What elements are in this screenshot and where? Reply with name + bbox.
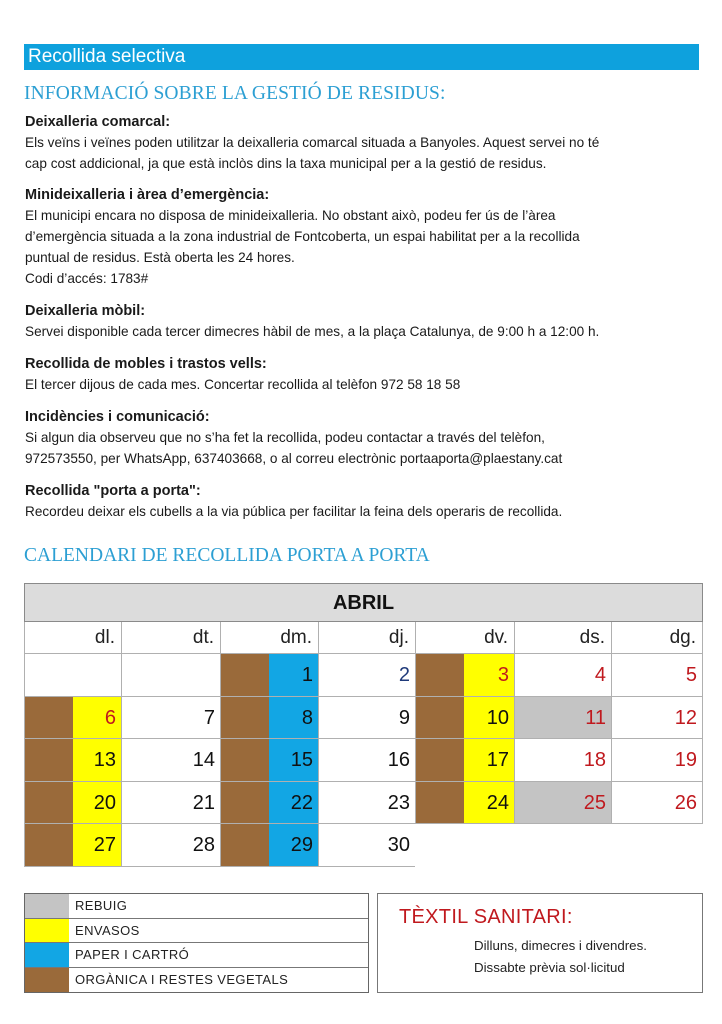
calendar-day: [318, 739, 415, 782]
calendar-day: [611, 654, 703, 697]
calendar-day: [415, 697, 514, 740]
calendar-day: [220, 782, 318, 825]
page-banner: Recollida selectiva: [24, 44, 699, 70]
organica-collection-marker: [416, 697, 464, 739]
legend-item-rebuig: [25, 894, 368, 919]
organica-collection-marker: [221, 654, 269, 696]
day-number: 4: [594, 664, 606, 686]
legend-label: REBUIG: [75, 898, 128, 913]
calendar-day: [24, 697, 121, 740]
organica-collection-marker: [25, 782, 73, 824]
textil-saturday: Dissabte prèvia sol·licitud: [474, 960, 625, 975]
organica-collection-marker: [221, 824, 269, 866]
calendar-day: [318, 697, 415, 740]
calendar-day: [121, 824, 220, 867]
organica-collection-marker: [416, 654, 464, 696]
day-number: 23: [387, 791, 410, 814]
section-incidencies: [25, 408, 705, 469]
legend-label: ORGÀNICA I RESTES VEGETALS: [75, 971, 289, 987]
textil-days: Dilluns, dimecres i divendres.: [474, 938, 647, 953]
section-title: Minideixalleria i àrea d’emergència:: [25, 187, 270, 203]
calendar-day: [220, 824, 318, 867]
calendar-day: [318, 824, 415, 867]
calendar-day: [318, 782, 415, 825]
calendar-day: [415, 739, 514, 782]
calendar-day: [121, 739, 220, 782]
day-number: 13: [93, 749, 116, 771]
textil-title: TÈXTIL SANITARI:: [399, 906, 573, 928]
day-number: 17: [486, 749, 509, 771]
section-line: cap cost addicional, ja que està inclòs dins la taxa municipal per a la gestió de residus.: [25, 156, 547, 171]
section-porta-a-porta: [25, 482, 705, 522]
section-line: El municipi encara no disposa de minideixalleria. No obstant això, podeu fer ús de l’àrea: [25, 208, 556, 223]
day-number: 3: [497, 664, 509, 686]
section-line: El tercer dijous de cada mes. Concertar recollida al telèfon 972 58 18 58: [25, 377, 461, 392]
section-title: Deixalleria mòbil:: [25, 303, 146, 319]
day-number: 24: [486, 791, 509, 814]
weekday-ds: ds.: [514, 622, 611, 654]
day-number: 22: [290, 791, 313, 814]
legend-item-organica: [25, 968, 368, 993]
weekday-dj: dj.: [318, 622, 415, 654]
day-number: 2: [398, 664, 410, 686]
calendar-day: [220, 739, 318, 782]
organica-collection-marker: [416, 782, 464, 824]
section-title: Incidències i comunicació:: [25, 409, 210, 425]
day-number: 8: [301, 706, 313, 729]
section-line: Servei disponible cada tercer dimecres hàbil de mes, a la plaça Catalunya, de 9:00 h a 12:00 h.: [25, 324, 600, 339]
section-line: Codi d’accés: 1783#: [25, 271, 149, 286]
organica-collection-marker: [25, 739, 73, 781]
day-number: 10: [486, 706, 509, 729]
calendar-empty-cell: [24, 654, 121, 697]
calendar-day: [121, 697, 220, 740]
calendar-day: [24, 782, 121, 825]
day-number: 29: [290, 834, 313, 856]
day-number: 7: [203, 706, 215, 729]
day-number: 28: [192, 834, 215, 856]
day-number: 20: [93, 791, 116, 814]
calendar-day: [318, 654, 415, 697]
day-number: 25: [583, 791, 606, 814]
section-line: d’emergència situada a la zona industrial de Fontcoberta, un espai habilitat per a la recollida: [25, 229, 580, 244]
info-heading: INFORMACIÓ SOBRE LA GESTIÓ DE RESIDUS:: [24, 83, 446, 104]
section-line: Si algun dia observeu que no s’ha fet la recollida, podeu contactar a través del telèfon,: [25, 430, 545, 445]
section-title: Recollida "porta a porta":: [25, 483, 201, 499]
day-number: 16: [387, 749, 410, 771]
day-number: 11: [585, 706, 606, 729]
organica-collection-marker: [416, 739, 464, 781]
calendar-day: [611, 739, 703, 782]
section-line: puntual de residus. Està oberta les 24 hores.: [25, 250, 295, 265]
calendar-day: [514, 654, 611, 697]
calendar-day: [611, 697, 703, 740]
calendar-day: [220, 654, 318, 697]
section-minideixalleria: [25, 186, 705, 289]
section-title: Deixalleria comarcal:: [25, 114, 171, 130]
calendar-day: [121, 782, 220, 825]
legend-swatch: [25, 894, 69, 918]
day-number: 5: [685, 664, 697, 686]
calendar-legend: [24, 893, 369, 993]
section-line: Recordeu deixar els cubells a la via pública per facilitar la feina dels operaris de recollida.: [25, 504, 563, 519]
legend-label: PAPER I CARTRÓ: [75, 947, 190, 962]
calendar-day: [611, 782, 703, 825]
organica-collection-marker: [221, 782, 269, 824]
legend-swatch: [25, 943, 69, 967]
weekday-dt: dt.: [121, 622, 220, 654]
day-number: 14: [192, 749, 215, 771]
day-number: 12: [674, 706, 697, 729]
day-number: 19: [674, 749, 697, 771]
legend-label: ENVASOS: [75, 922, 140, 938]
day-number: 6: [104, 706, 116, 729]
day-number: 30: [387, 834, 410, 856]
calendar-day: [24, 824, 121, 867]
weekday-dg: dg.: [611, 622, 703, 654]
weekday-dm: dm.: [220, 622, 318, 654]
calendar-day: [220, 697, 318, 740]
day-number: 15: [290, 749, 313, 771]
day-number: 21: [192, 791, 215, 814]
calendar-day: [415, 654, 514, 697]
collection-calendar: [24, 583, 703, 873]
organica-collection-marker: [25, 697, 73, 739]
section-deixalleria-mobil: [25, 302, 705, 342]
calendar-empty-cell: [121, 654, 220, 697]
organica-collection-marker: [25, 824, 73, 866]
legend-swatch: [25, 919, 69, 943]
calendar-day: [415, 782, 514, 825]
day-number: 9: [398, 706, 410, 729]
organica-collection-marker: [221, 697, 269, 739]
calendar-day: [514, 739, 611, 782]
legend-swatch: [25, 968, 69, 993]
calendar-day: [24, 739, 121, 782]
calendar-month: ABRIL: [24, 583, 703, 622]
calendar-day: [514, 697, 611, 740]
day-number: 26: [674, 791, 697, 814]
calendar-day: [514, 782, 611, 825]
day-number: 18: [583, 749, 606, 771]
legend-item-envasos: [25, 919, 368, 944]
section-line: 972573550, per WhatsApp, 637403668, o al correu electrònic portaaporta@plaestany.cat: [25, 451, 563, 466]
day-number: 1: [301, 664, 313, 686]
section-deixalleria-comarcal: [25, 113, 705, 174]
section-title: Recollida de mobles i trastos vells:: [25, 356, 267, 372]
weekday-dv: dv.: [415, 622, 514, 654]
section-mobles: [25, 355, 705, 395]
organica-collection-marker: [221, 739, 269, 781]
textil-sanitari-box: [377, 893, 703, 993]
section-line: Els veïns i veïnes poden utilitzar la deixalleria comarcal situada a Banyoles. Aquest servei no té: [25, 135, 600, 150]
day-number: 27: [93, 834, 116, 856]
calendar-heading: CALENDARI DE RECOLLIDA PORTA A PORTA: [24, 545, 430, 566]
legend-item-paper: [25, 943, 368, 968]
weekday-dl: dl.: [24, 622, 121, 654]
